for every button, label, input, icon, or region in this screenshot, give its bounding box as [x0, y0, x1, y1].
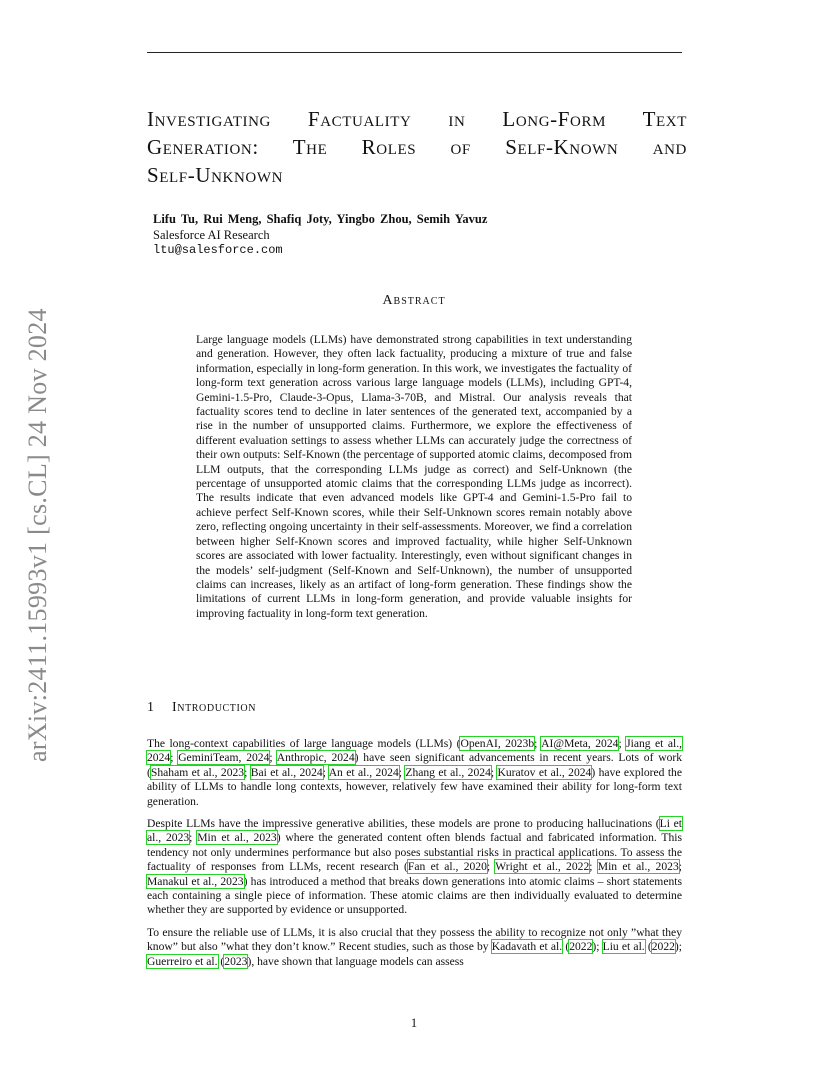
abstract-body: [196, 333, 632, 621]
paragraph-3: [147, 926, 682, 969]
section-number: 1: [147, 700, 155, 715]
text-run: );: [674, 940, 682, 954]
paragraph-1: [147, 737, 682, 809]
text-run: The long-context capabilities of large language models (LLMs) (: [147, 737, 461, 750]
citation-link[interactable]: OpenAI, 2023b: [460, 737, 535, 750]
citation-link[interactable]: An et al., 2024: [328, 765, 399, 779]
citation-link[interactable]: Shaham et al., 2023: [150, 765, 245, 779]
abstract-heading: Abstract: [382, 293, 446, 308]
text-run: ;: [189, 831, 198, 845]
citation-link[interactable]: Wright et al., 2022: [495, 860, 590, 874]
author-names: Lifu Tu, Rui Meng, Shafiq Joty, Yingbo Zhou, Semih Yavuz: [153, 212, 488, 226]
section-heading: [147, 700, 256, 716]
text-run: ;: [490, 765, 498, 779]
paper-title: [147, 105, 687, 189]
author-email[interactable]: ltu@salesforce.com: [153, 243, 283, 257]
top-rule: [147, 52, 682, 53]
citation-link[interactable]: 2022: [569, 940, 593, 954]
citation-link[interactable]: Min et al., 2023: [197, 831, 277, 845]
citation-link[interactable]: Guerreiro et al.: [147, 954, 218, 968]
citation-link[interactable]: Kadavath et al.: [491, 940, 563, 954]
abstract-text: Large language models (LLMs) have demonstrated strong capabilities in text understanding and generation. However, they often lack factuality, producing a mixture of true and false information, especially in long-form generation. In this work, we investigates the factuality of long-form text generation across various large language models (LLMs), including GPT-4, Gemini-1.5-Pro, Claude-3-Opus, Llama-3-70B, and Mistral. Our analysis reveals that factuality scores tend to decline in later sentences of the generated text, accompanied by a rise in the number of unsupported claims. Furthermore, we explore the effectiveness of different evaluation settings to assess whether LLMs can accurately judge the correctness of their own outputs: Self-Known (the percentage of supported atomic claims, decomposed from LLM outputs, that the corresponding LLMs judge as correct) and Self-Unknown (the percentage of unsupported atomic claims that the corresponding LLMs judge as incorrect). The results indicate that even advanced models like GPT-4 and Gemini-1.5-Pro fail to achieve perfect Self-Known scores, while their Self-Unknown scores remain notably above zero, reflecting ongoing uncertainty in their self-assessments. Moreover, we find a correlation between higher Self-Known scores and improved factuality, while higher Self-Unknown scores are associated with lower factuality. Interestingly, even without significant changes in the models’ self-judgment (Self-Known and Self-Unknown), the number of unsupported claims can increases, likely as an artifact of long-form generation. These findings show the limitations of current LLMs in long-form generation, and provide valuable insights for improving factuality in long-form text generation.: [196, 333, 632, 620]
text-run: (: [217, 954, 225, 968]
citation-link[interactable]: 2022: [651, 940, 675, 954]
text-run: ) where the generated content often blends factual and fabricated information. This tendency not only undermines performance but also poses substantial risks in practical applications. To assess the factuality of responses from LLMs, recent research (: [147, 831, 683, 874]
text-run: ) have seen significant advancements in recent years. Lots of work (: [147, 751, 683, 779]
section-title: Introduction: [172, 700, 257, 715]
text-run: ) has introduced a method that breaks down generations into atomic claims – short statements each containing a single piece of information. These atomic claims are then individually evaluated to determine whether they are supported by evidence or unsupported.: [147, 874, 682, 917]
citation-link[interactable]: Min et al., 2023: [597, 860, 679, 874]
citation-link[interactable]: Liu et al.: [602, 940, 645, 954]
citation-link[interactable]: Manakul et al., 2023: [147, 874, 244, 888]
title-line-2: Generation: The Roles of Self-Known and: [147, 135, 687, 159]
text-run: ;: [269, 751, 277, 765]
text-run: ;: [244, 765, 251, 779]
text-run: ;: [322, 765, 329, 779]
citation-link[interactable]: 2023: [224, 954, 248, 968]
citation-link[interactable]: Anthropic, 2024: [276, 751, 355, 765]
author-block: [153, 212, 487, 259]
text-run: ), have shown that language models can assess: [247, 954, 464, 968]
text-run: ;: [170, 751, 179, 765]
citation-link[interactable]: Li et al., 2023: [147, 817, 682, 845]
citation-link[interactable]: Jiang et al., 2024: [147, 737, 682, 765]
title-line-3: Self-Unknown: [147, 163, 284, 187]
text-run: ;: [398, 765, 406, 779]
text-run: (: [644, 940, 652, 954]
text-run: ) have explored the ability of LLMs to handle long contexts, however, relatively few have examined their ability for long-form text generation.: [147, 765, 682, 808]
introduction-body: [147, 737, 682, 977]
citation-link[interactable]: Fan et al., 2020: [407, 860, 487, 874]
text-run: ;: [589, 860, 598, 874]
text-run: Despite LLMs have the impressive generative abilities, these models are prone to producing hallucinations (: [147, 817, 660, 831]
citation-link[interactable]: Zhang et al., 2024: [405, 765, 491, 779]
text-run: ;: [618, 737, 627, 750]
text-run: ;: [678, 860, 682, 874]
citation-link[interactable]: Kuratov et al., 2024: [497, 765, 592, 779]
text-run: );: [592, 940, 603, 954]
arxiv-identifier[interactable]: arXiv:2411.15993v1 [cs.CL] 24 Nov 2024: [23, 308, 52, 762]
citation-link[interactable]: GeminiTeam, 2024: [178, 751, 270, 765]
citation-link[interactable]: Bai et al., 2024: [250, 765, 323, 779]
text-run: ;: [486, 860, 496, 874]
page-number: 1: [410, 1016, 418, 1030]
text-run: ;: [534, 737, 542, 750]
text-run: (: [562, 940, 570, 954]
title-line-1: Investigating Factuality in Long-Form Text: [147, 107, 687, 131]
text-run: To ensure the reliable use of LLMs, it is also crucial that they possess the ability to recognize not only ”what they know” but also ”what they don’t know.” Recent studies, such as those by: [147, 925, 682, 954]
paragraph-2: [147, 817, 682, 918]
affiliation: Salesforce AI Research: [153, 227, 270, 242]
citation-link[interactable]: AI@Meta, 2024: [541, 737, 619, 750]
